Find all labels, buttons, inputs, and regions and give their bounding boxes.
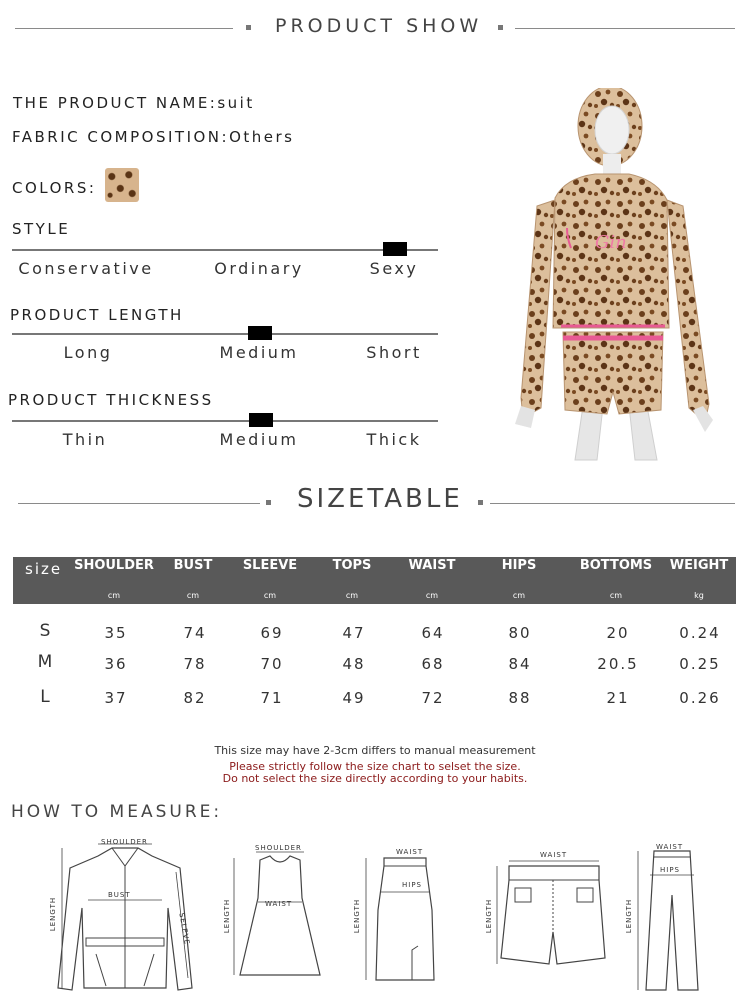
unit-bust: cm (186, 591, 200, 600)
table-cell: 78 (183, 655, 207, 673)
svg-text:Gin: Gin (595, 232, 627, 253)
jacket-shoulder-label: SHOULDER (101, 838, 148, 846)
product-show-title: PRODUCT SHOW (275, 15, 483, 37)
thickness-option-thin: Thin (62, 430, 108, 449)
product-name-row (13, 94, 255, 112)
thickness-title: PRODUCT THICKNESS (8, 391, 214, 409)
table-cell: 35 (104, 624, 128, 642)
row-size: L (40, 687, 50, 707)
table-cell: 88 (508, 689, 532, 707)
col-tops: TOPS (332, 558, 372, 573)
skirt-length-label: LENGTH (353, 898, 362, 934)
style-option-conservative: Conservative (18, 259, 154, 278)
unit-bottoms: cm (609, 591, 623, 600)
unit-waist: cm (425, 591, 439, 600)
sizetable-dot-left (266, 500, 271, 505)
col-bottoms: BOTTOMS (579, 558, 653, 573)
length-option-long: Long (63, 343, 113, 362)
table-cell: 36 (104, 655, 128, 673)
thickness-option-medium: Medium (219, 430, 299, 449)
sizetable-title: SIZETABLE (297, 484, 463, 514)
style-option-sexy: Sexy (369, 259, 419, 278)
table-cell: 71 (260, 689, 284, 707)
col-weight: WEIGHT (669, 558, 729, 573)
skirt-waist-label: WAIST (396, 848, 424, 856)
shorts-waist-label: WAIST (540, 851, 568, 859)
unit-sleeve: cm (263, 591, 277, 600)
table-cell: 0.26 (679, 689, 721, 707)
header-dot-right (498, 25, 503, 30)
table-cell: 0.24 (679, 624, 721, 642)
product-name-value: suit (217, 94, 255, 112)
table-cell: 20 (606, 624, 630, 642)
style-title: STYLE (12, 220, 71, 238)
table-cell: 68 (421, 655, 445, 673)
length-slider-marker (248, 326, 272, 340)
table-cell: 0.25 (679, 655, 721, 673)
unit-shoulder: cm (107, 591, 121, 600)
skirt-hips-label: HIPS (402, 881, 422, 889)
jacket-sleeve-label: SELEVE (177, 912, 191, 946)
note-habits: Do not select the size directly according to your habits. (222, 772, 528, 785)
sizetable-rule-right (490, 503, 735, 504)
sizetable-dot-right (478, 500, 483, 505)
shorts-length-label: LENGTH (485, 898, 494, 934)
header-rule-left (15, 28, 233, 29)
fabric-label: FABRIC COMPOSITION: (12, 128, 230, 146)
how-to-measure-title: HOW TO MEASURE: (11, 802, 223, 822)
table-cell: 37 (104, 689, 128, 707)
style-option-ordinary: Ordinary (214, 259, 304, 278)
table-cell: 70 (260, 655, 284, 673)
colors-label: COLORS: (12, 179, 97, 197)
row-size: S (39, 621, 51, 641)
pants-hips-label: HIPS (660, 866, 680, 874)
table-cell: 47 (342, 624, 366, 642)
product-name-label: THE PRODUCT NAME: (13, 94, 218, 112)
note-measurement: This size may have 2-3cm differs to manual measurement (214, 744, 536, 757)
size-column-header: size (25, 560, 63, 578)
unit-weight: kg (694, 591, 704, 600)
product-photo-mannequin (505, 88, 725, 468)
header-dot-left (246, 25, 251, 30)
table-cell: 82 (183, 689, 207, 707)
table-cell: 80 (508, 624, 532, 642)
skirt-diagram (360, 850, 450, 985)
thickness-slider-marker (249, 413, 273, 427)
col-shoulder: SHOULDER (74, 558, 154, 573)
table-cell: 84 (508, 655, 532, 673)
col-hips: HIPS (501, 558, 537, 573)
thickness-option-thick: Thick (366, 430, 422, 449)
length-title: PRODUCT LENGTH (10, 306, 184, 324)
col-waist: WAIST (408, 558, 456, 573)
jacket-length-label: LENGTH (49, 896, 58, 932)
row-size: M (37, 652, 53, 672)
table-cell: 20.5 (597, 655, 639, 673)
table-cell: 69 (260, 624, 284, 642)
shorts-diagram (495, 858, 610, 973)
fabric-value: Others (229, 128, 295, 146)
dress-shoulder-label: SHOULDER (255, 844, 302, 852)
style-slider-track (12, 249, 438, 251)
dress-diagram (230, 850, 330, 985)
unit-hips: cm (512, 591, 526, 600)
sizetable-rule-left (18, 503, 260, 504)
jacket-bust-label: BUST (108, 891, 131, 899)
table-cell: 48 (342, 655, 366, 673)
note-follow-chart: Please strictly follow the size chart to selset the size. (229, 760, 521, 773)
length-slider-track (12, 333, 438, 335)
color-swatch-leopard[interactable] (105, 168, 139, 202)
table-cell: 64 (421, 624, 445, 642)
dress-length-label: LENGTH (223, 898, 232, 934)
header-rule-right (515, 28, 735, 29)
table-cell: 72 (421, 689, 445, 707)
thickness-slider-track (12, 420, 438, 422)
table-cell: 21 (606, 689, 630, 707)
dress-waist-label: WAIST (265, 900, 293, 908)
style-slider-marker (383, 242, 407, 256)
length-option-medium: Medium (219, 343, 299, 362)
fabric-row (12, 128, 294, 146)
unit-tops: cm (345, 591, 359, 600)
col-bust: BUST (173, 558, 213, 573)
pants-length-label: LENGTH (625, 898, 634, 934)
table-cell: 74 (183, 624, 207, 642)
length-option-short: Short (366, 343, 422, 362)
table-cell: 49 (342, 689, 366, 707)
col-sleeve: SLEEVE (242, 558, 298, 573)
pants-waist-label: WAIST (656, 843, 684, 851)
